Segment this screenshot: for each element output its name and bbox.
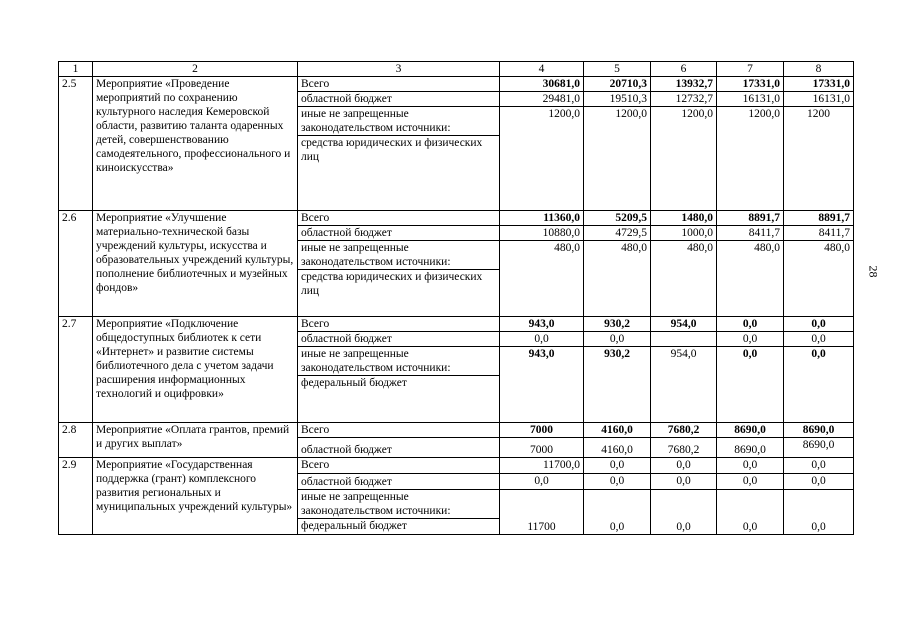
total-value: 20710,3	[584, 77, 651, 92]
sub-label: областной бюджет	[298, 92, 500, 107]
total-value: 0,0	[584, 458, 651, 474]
sub-value: 1000,0	[651, 226, 717, 241]
row-description: Мероприятие «Улучшение материально-технической базы учреждений культуры, искусства и образовательных учреждений культуры, пополнение библиотечных и музейных фондов»	[93, 211, 298, 317]
budget-table	[58, 61, 854, 535]
source-value: 943,0	[500, 347, 584, 423]
sub-value: 0,0	[584, 474, 651, 490]
sub-label: областной бюджет	[298, 474, 500, 490]
total-value: 0,0	[717, 317, 784, 332]
source-value: 930,2	[584, 347, 651, 423]
total-label: Всего	[298, 423, 500, 438]
total-value: 0,0	[784, 317, 854, 332]
total-value: 954,0	[651, 317, 717, 332]
header-cell: 5	[584, 62, 651, 77]
total-value: 8690,0	[784, 423, 854, 438]
total-value: 7680,2	[651, 423, 717, 438]
row-description: Мероприятие «Оплата грантов, премий и других выплат»	[93, 423, 298, 458]
sub-value: 7000	[500, 438, 584, 458]
sub-value: 12732,7	[651, 92, 717, 107]
sub-label: областной бюджет	[298, 332, 500, 347]
total-value: 4160,0	[584, 423, 651, 438]
sub-value: 4729,5	[584, 226, 651, 241]
row-number: 2.5	[59, 77, 93, 211]
sub-value: 0,0	[584, 332, 651, 347]
total-label: Всего	[298, 211, 500, 226]
sub-value: 0,0	[784, 474, 854, 490]
sub-value: 16131,0	[784, 92, 854, 107]
page-number: 28	[866, 265, 881, 278]
other-sources-label: иные не запрещенные законодательством источники:	[298, 347, 500, 376]
source-label: средства юридических и физических лиц	[298, 136, 500, 211]
row-number: 2.8	[59, 423, 93, 458]
other-sources-label: иные не запрещенные законодательством источники:	[298, 107, 500, 136]
total-value: 8891,7	[717, 211, 784, 226]
header-cell: 7	[717, 62, 784, 77]
table-row	[59, 317, 854, 332]
header-cell: 1	[59, 62, 93, 77]
other-sources-label: иные не запрещенные законодательством источники:	[298, 490, 500, 519]
source-value: 0,0	[784, 490, 854, 535]
total-value: 0,0	[784, 458, 854, 474]
row-number: 2.9	[59, 458, 93, 535]
total-value: 11360,0	[500, 211, 584, 226]
sub-value: 0,0	[717, 332, 784, 347]
sub-value: 0,0	[717, 474, 784, 490]
sub-value: 8690,0	[784, 438, 854, 458]
sub-value: 0,0	[500, 332, 584, 347]
row-number: 2.7	[59, 317, 93, 423]
source-value: 480,0	[584, 241, 651, 317]
sub-value: 19510,3	[584, 92, 651, 107]
sub-value: 4160,0	[584, 438, 651, 458]
source-value: 1200,0	[500, 107, 584, 211]
sub-value: 0,0	[500, 474, 584, 490]
other-sources-label: иные не запрещенные законодательством источники:	[298, 241, 500, 270]
source-value: 1200,0	[651, 107, 717, 211]
source-value: 0,0	[651, 490, 717, 535]
header-cell: 8	[784, 62, 854, 77]
total-value: 0,0	[717, 458, 784, 474]
total-value: 30681,0	[500, 77, 584, 92]
total-value: 5209,5	[584, 211, 651, 226]
total-value: 943,0	[500, 317, 584, 332]
sub-value: 8690,0	[717, 438, 784, 458]
source-value: 11700	[500, 490, 584, 535]
header-cell: 3	[298, 62, 500, 77]
sub-value: 29481,0	[500, 92, 584, 107]
source-label: федеральный бюджет	[298, 376, 500, 423]
source-value: 480,0	[717, 241, 784, 317]
sub-value: 0,0	[784, 332, 854, 347]
total-value: 8891,7	[784, 211, 854, 226]
header-cell: 6	[651, 62, 717, 77]
sub-value: 16131,0	[717, 92, 784, 107]
total-value: 7000	[500, 423, 584, 438]
source-value: 480,0	[500, 241, 584, 317]
sub-value: 8411,7	[784, 226, 854, 241]
table-row	[59, 423, 854, 438]
total-label: Всего	[298, 458, 500, 474]
total-value: 17331,0	[717, 77, 784, 92]
row-description: Мероприятие «Проведение мероприятий по сохранению культурного наследия Кемеровской области, развитию таланта одаренных детей, совершенствованию самодеятельного, профессионального и киноискусства»	[93, 77, 298, 211]
total-label: Всего	[298, 317, 500, 332]
table-row	[59, 77, 854, 92]
source-value: 1200,0	[584, 107, 651, 211]
row-description: Мероприятие «Подключение общедоступных библиотек к сети «Интернет» и развитие системы библиотечного дела с учетом задачи расширения информационных технологий и оцифровки»	[93, 317, 298, 423]
source-value: 0,0	[717, 347, 784, 423]
total-value: 1480,0	[651, 211, 717, 226]
total-value: 0,0	[651, 458, 717, 474]
source-value: 0,0	[584, 490, 651, 535]
total-value: 11700,0	[500, 458, 584, 474]
sub-value: 0,0	[651, 474, 717, 490]
sub-value	[651, 332, 717, 347]
header-row	[59, 62, 854, 77]
total-value: 17331,0	[784, 77, 854, 92]
row-number: 2.6	[59, 211, 93, 317]
sub-label: областной бюджет	[298, 226, 500, 241]
table-row	[59, 458, 854, 474]
sub-value: 7680,2	[651, 438, 717, 458]
sub-value: 8411,7	[717, 226, 784, 241]
header-cell: 4	[500, 62, 584, 77]
table-row	[59, 211, 854, 226]
source-value: 0,0	[717, 490, 784, 535]
total-value: 930,2	[584, 317, 651, 332]
source-value: 0,0	[784, 347, 854, 423]
source-label: средства юридических и физических лиц	[298, 270, 500, 317]
total-value: 8690,0	[717, 423, 784, 438]
header-cell: 2	[93, 62, 298, 77]
total-value: 13932,7	[651, 77, 717, 92]
sub-value: 10880,0	[500, 226, 584, 241]
source-value: 480,0	[651, 241, 717, 317]
source-value: 1200,0	[717, 107, 784, 211]
sub-label: областной бюджет	[298, 438, 500, 458]
source-value: 954,0	[651, 347, 717, 423]
row-description: Мероприятие «Государственная поддержка (грант) комплексного развития региональных и муниципальных учреждений культуры»	[93, 458, 298, 535]
total-label: Всего	[298, 77, 500, 92]
source-label: федеральный бюджет	[298, 519, 500, 535]
source-value: 1200	[784, 107, 854, 211]
source-value: 480,0	[784, 241, 854, 317]
